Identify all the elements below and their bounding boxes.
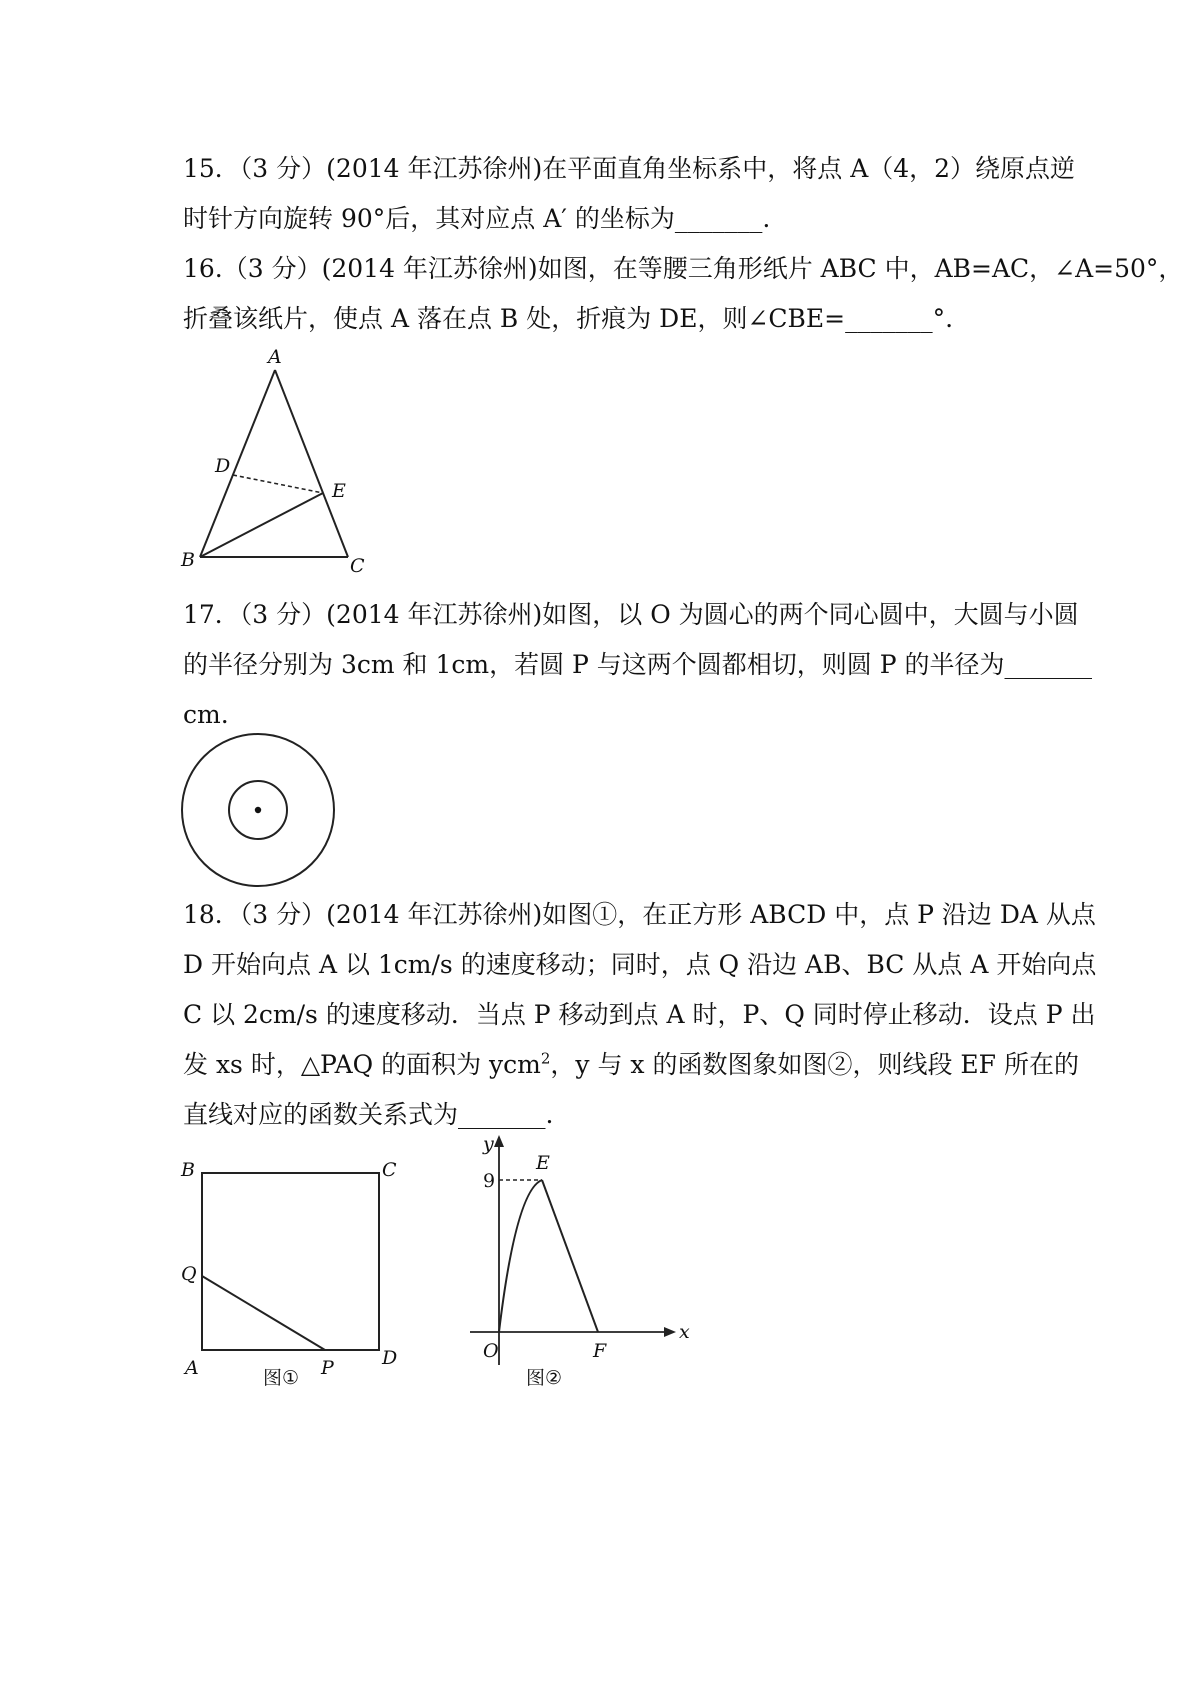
- problem-18-line-5: 直线对应的函数关系式为_______.: [183, 1100, 554, 1129]
- label-e: E: [536, 1152, 550, 1174]
- label-p: P: [321, 1357, 334, 1379]
- problem-15-line-1: 15．（3 分）(2014 年江苏徐州)在平面直角坐标系中，将点 A（4，2）绕原点逆: [183, 154, 1076, 183]
- problem-17-line-2: 的半径分别为 3cm 和 1cm，若圆 P 与这两个圆都相切，则圆 P 的半径为_______: [183, 650, 1092, 679]
- label-c: C: [382, 1159, 397, 1181]
- label-q: Q: [181, 1263, 197, 1285]
- problem-15-line-2: 时针方向旋转 90°后，其对应点 A′ 的坐标为_______.: [183, 204, 771, 233]
- square-figure: [175, 1150, 415, 1390]
- problem-17-line-3: cm.: [183, 700, 229, 729]
- label-a: A: [268, 346, 282, 368]
- problem-18-line-4-before: 发 xs 时，△PAQ 的面积为 ycm: [183, 1050, 541, 1079]
- label-b: B: [181, 1159, 195, 1181]
- superscript-2: 2: [540, 1049, 551, 1068]
- label-nine: 9: [483, 1170, 496, 1192]
- label-y: y: [483, 1133, 494, 1155]
- problem-18-line-3: C 以 2cm/s 的速度移动．当点 P 移动到点 A 时，P、Q 同时停止移动．设点 P 出: [183, 1000, 1096, 1029]
- problem-18-line-1: 18．（3 分）(2014 年江苏徐州)如图①，在正方形 ABCD 中，点 P 沿边 DA 从点: [183, 900, 1096, 929]
- label-f: F: [593, 1340, 607, 1362]
- problem-18-line-4: [183, 1048, 1079, 1082]
- concentric-circles-figure: [180, 730, 340, 890]
- problem-18-line-4-after: ，y 与 x 的函数图象如图②，则线段 EF 所在的: [550, 1050, 1079, 1079]
- label-e: E: [332, 480, 346, 502]
- label-d: D: [215, 455, 231, 477]
- label-b: B: [181, 549, 195, 571]
- figure-1-caption: 图①: [263, 1367, 300, 1389]
- figure-2-caption: 图②: [526, 1367, 563, 1389]
- problem-16-line-2: 折叠该纸片，使点 A 落在点 B 处，折痕为 DE，则∠CBE=_______°.: [183, 304, 954, 333]
- label-d: D: [382, 1347, 398, 1369]
- label-c: C: [350, 555, 365, 575]
- label-x: x: [679, 1321, 690, 1343]
- problem-18-line-2: D 开始向点 A 以 1cm/s 的速度移动；同时，点 Q 沿边 AB、BC 从点 A 开始向点: [183, 950, 1097, 979]
- problem-16-line-1: 16.（3 分）(2014 年江苏徐州)如图，在等腰三角形纸片 ABC 中，AB=AC，∠A=50°，: [183, 254, 1184, 283]
- function-graph-figure: [460, 1125, 700, 1390]
- label-o: O: [483, 1340, 499, 1362]
- triangle-figure: [175, 345, 375, 575]
- label-a: A: [185, 1357, 199, 1379]
- problem-17-line-1: 17．（3 分）(2014 年江苏徐州)如图，以 O 为圆心的两个同心圆中，大圆与小圆: [183, 600, 1079, 629]
